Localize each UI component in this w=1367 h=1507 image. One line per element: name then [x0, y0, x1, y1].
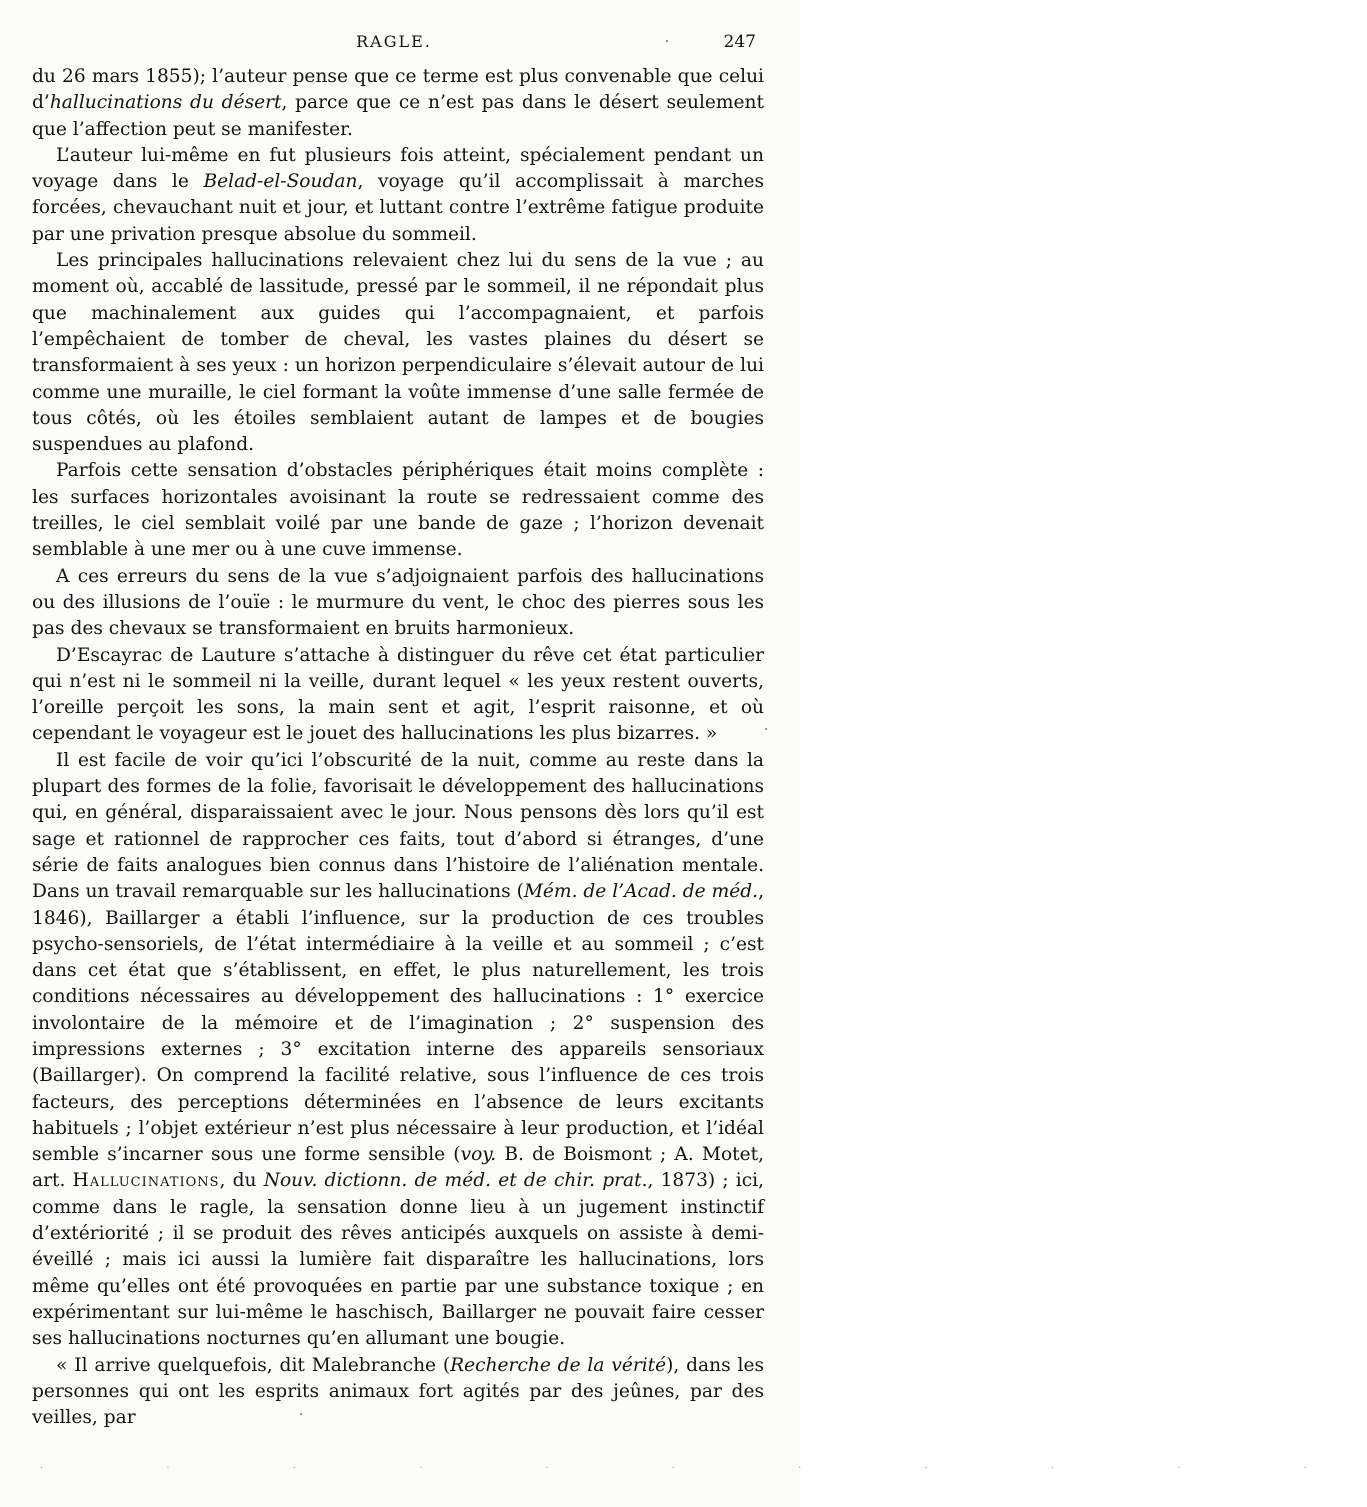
italic-text: Belad-el-Soudan	[203, 171, 358, 193]
paragraph	[32, 143, 764, 248]
print-speck	[666, 40, 668, 42]
text-run: , 1846), Baillarger a établi l’influence, sur la production de ces troubles psycho-sensoriels, de l’état intermédiaire à la veille et au sommeil ; c’est dans cet état que s’établissent, en effet, le plus naturellement, les trois conditions nécessaires au développement des hallucinations : 1° exercice involontaire de la mémoire et de l’imagination ; 2° suspension des impressions externes ; 3° excitation interne des appareils sensoriaux (Baillarger). On comprend la facilité relative, sous l’influence de ces trois facteurs, des perceptions déterminées en l’absence de leurs excitants habituels ; l’objet extérieur n’est plus nécessaire à leur production, et l’idéal semble s’incarner sous une forme sensible (	[32, 881, 764, 1166]
text-run: B. de Boismont ; A. Motet, art.	[32, 1144, 764, 1192]
text-run: D’Escayrac de Lauture s’attache à distinguer du rêve cet état particulier qui n’est ni le sommeil ni la veille, durant lequel « les yeux restent ouverts, l’oreille perçoit les sons, la main sent et agit, l’esprit raisonne, et où cependant le voyageur est le jouet des hallucinations les plus bizarres. »	[32, 644, 764, 745]
page-number: 247	[723, 32, 756, 52]
italic-text: Nouv. dictionn. de méd. et de chir. prat.	[263, 1170, 648, 1192]
body-text	[32, 64, 764, 1431]
italic-text: Mém. de l’Acad. de méd.	[523, 881, 759, 903]
text-run: , du	[219, 1170, 264, 1192]
print-speck	[300, 1413, 302, 1415]
paragraph	[32, 1353, 764, 1432]
paragraph	[32, 64, 764, 143]
paragraph	[32, 458, 764, 563]
paragraph	[32, 643, 764, 748]
text-run: Il est facile de voir qu’ici l’obscurité de la nuit, comme au reste dans la plupart des formes de la folie, favorisait le développement des hallucinations qui, en général, disparaissaient avec le jour. Nous pensons dès lors qu’il est sage et rationnel de rapprocher ces faits, tout d’abord si étranges, d’une série de faits analogues bien connus dans l’histoire de l’aliénation mentale. Dans un travail remarquable sur les hallucinations (	[32, 749, 764, 903]
bottom-margin-specks: · · · · · · · · · · ·	[40, 1463, 1367, 1474]
running-head	[32, 32, 756, 56]
small-caps-text: Hallucinations	[72, 1170, 220, 1192]
text-run: Parfois cette sensation d’obstacles périphériques était moins complète : les surfaces horizontales avoisinant la route se redressaient comme des treilles, le ciel semblait voilé par une bande de gaze ; l’horizon devenait semblable à une mer ou à une cuve immense.	[32, 460, 764, 561]
text-run: , voyage qu’il accomplissait à marches forcées, chevauchant nuit et jour, et luttant contre l’extrême fatigue produite par une privation presque absolue du sommeil.	[32, 171, 764, 245]
paragraph	[32, 748, 764, 1353]
paragraph	[32, 564, 764, 643]
print-speck	[765, 728, 767, 730]
italic-text: Recherche de la vérité	[450, 1354, 667, 1376]
running-title: RAGLE.	[356, 32, 432, 51]
paragraph	[32, 248, 764, 458]
italic-text: voy.	[460, 1144, 497, 1166]
text-run: A ces erreurs du sens de la vue s’adjoignaient parfois des hallucinations ou des illusions de l’ouïe : le murmure du vent, le choc des pierres sous les pas des chevaux se transformaient en bruits harmonieux.	[32, 565, 764, 640]
text-run: du 26 mars 1855); l’auteur pense que ce terme est plus convenable que celui d’	[32, 66, 764, 114]
text-run: , 1873) ; ici, comme dans le ragle, la sensation donne lieu à un jugement instinctif d’extériorité ; il se produit des rêves anticipés auxquels on assiste à demi-éveillé ; mais ici aussi la lumière fait disparaître les hallucinations, lors même qu’elles ont été provoquées en partie par une substance toxique ; en expérimentant sur lui-même le haschisch, Baillarger ne pouvait faire cesser ses hallucinations nocturnes qu’en allumant une bougie.	[32, 1170, 765, 1350]
text-run: ), dans les personnes qui ont les esprits animaux fort agités par des jeûnes, par des veilles, par	[32, 1354, 764, 1429]
text-run: « Il arrive quelquefois, dit Malebranche (	[56, 1354, 451, 1376]
text-run: , parce que ce n’est pas dans le désert seulement que l’affection peut se manifester.	[32, 92, 764, 140]
text-run: Les principales hallucinations relevaient chez lui du sens de la vue ; au moment où, accablé de lassitude, pressé par le sommeil, il ne répondait plus que machinalement aux guides qui l’accompagnaient, et parfois l’empêchaient de tomber de cheval, les vastes plaines du désert se transformaient à ses yeux : un horizon perpendiculaire s’élevait autour de lui comme une muraille, le ciel formant la voûte immense d’une salle fermée de tous côtés, où les étoiles semblaient autant de lampes et de bougies suspendues au plafond.	[32, 250, 764, 456]
text-run: L’auteur lui-même en fut plusieurs fois atteint, spécialement pendant un voyage dans le	[32, 144, 764, 193]
italic-text: hallucinations du désert	[49, 92, 282, 114]
